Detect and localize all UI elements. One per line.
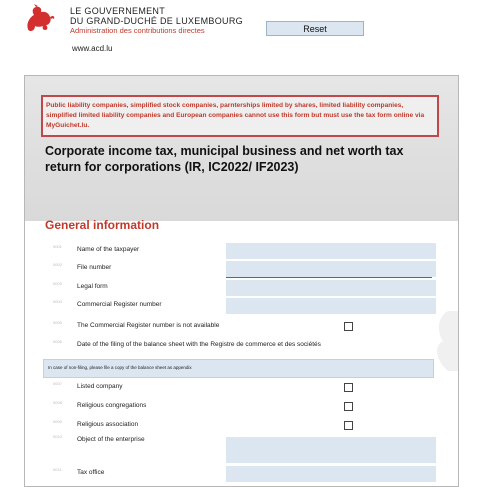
field-code: 0011 [53,467,62,472]
field-label: Tax office [77,469,105,476]
row-object-of-enterprise [25,433,458,449]
divider [226,277,432,278]
field-code: 0005 [53,320,62,325]
field-code: 0004 [53,299,62,304]
legal-form-input[interactable] [226,280,436,296]
field-label: Object of the enterprise [77,436,145,443]
row-listed-company [25,380,458,396]
field-code: 0008 [53,400,62,405]
field-label: File number [77,264,112,271]
field-code: 0009 [53,419,62,424]
online-form-notice: Public liability companies, simplified stock companies, parnterships limited by shares, limited liability companies, simplified limited liability companies and European companies cannot use this form but must use the tax form online via MyGuichet.lu. [41,95,439,137]
administration-name: Administration des contributions directes [70,26,205,35]
field-code: 0010 [53,434,62,439]
balance-sheet-note-bar [43,359,434,378]
form-title: Corporate income tax, municipal business and net worth tax return for corporations (IR, IC2022/ IF2023) [45,144,404,174]
row-name-of-taxpayer [25,243,458,259]
row-register-not-available [25,319,458,335]
page-header [0,0,480,70]
commercial-register-number-input[interactable] [226,298,436,314]
field-code: 0006 [53,339,62,344]
field-label: Legal form [77,283,108,290]
field-label: Listed company [77,383,123,390]
lion-watermark-icon [418,306,458,376]
row-balance-sheet-filing-date [25,338,458,354]
field-label: Commercial Register number [77,301,162,308]
object-of-enterprise-textarea[interactable] [226,437,436,463]
row-legal-form [25,280,458,296]
field-label: Religious association [77,421,139,428]
taxpayer-name-input[interactable] [226,243,436,259]
row-religious-association [25,418,458,434]
government-title [70,6,243,36]
website-text: www.acd.lu [72,44,113,53]
field-code: 0003 [53,281,62,286]
section-title-general-information: General information [45,218,160,232]
register-not-available-checkbox[interactable] [344,322,353,331]
gov-line-2: DU GRAND-DUCHÉ DE LUXEMBOURG [70,16,243,26]
field-code: 0007 [53,381,62,386]
religious-association-checkbox[interactable] [344,421,353,430]
field-label: Date of the filing of the balance sheet with the Registre de commerce et des sociétés [77,341,321,348]
form-panel [24,75,459,487]
file-number-input[interactable] [226,261,436,277]
religious-congregations-checkbox[interactable] [344,402,353,411]
row-commercial-register-number [25,298,458,314]
field-label: The Commercial Register number is not available [77,322,220,329]
row-religious-congregations [25,399,458,415]
luxembourg-red-lion-icon [22,3,56,33]
field-label: Religious congregations [77,402,147,409]
row-file-number [25,261,458,277]
balance-sheet-note: In case of non-filing, please file a copy of the balance sheet as appendix [48,365,192,370]
reset-button[interactable]: Reset [266,21,364,36]
form-header-band [25,76,458,221]
listed-company-checkbox[interactable] [344,383,353,392]
field-code: 0002 [53,262,62,267]
field-code: 0001 [53,244,62,249]
gov-line-1: LE GOUVERNEMENT [70,6,166,16]
field-label: Name of the taxpayer [77,246,140,253]
